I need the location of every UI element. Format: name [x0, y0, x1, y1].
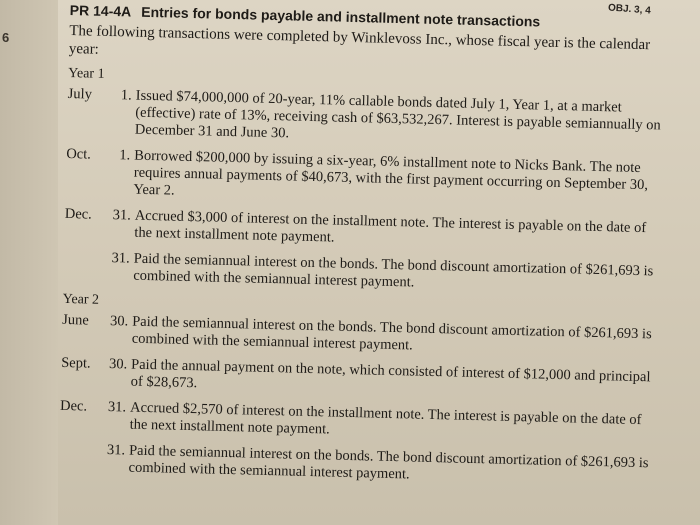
entry-text: Paid the semiannual interest on the bonds. The bond discount amortization of $261,693 is combined with the semiannual interest payment. [133, 250, 654, 291]
year-1-label: Year 1 [68, 65, 105, 82]
entry-date: Oct. [66, 145, 92, 163]
transaction-entry [61, 355, 662, 404]
entry-date: Dec. [59, 397, 88, 415]
left-margin [0, 0, 58, 525]
entry-text: Accrued $2,570 of interest on the installment note. The interest is payable on the date of the next installment note payment. [129, 399, 642, 438]
entry-date [63, 249, 104, 284]
entry-number: 31. [106, 442, 126, 459]
transaction-entry [63, 249, 664, 298]
problem-content [58, 2, 670, 499]
entry-number: 31. [107, 399, 127, 416]
entry-text: Paid the annual payment on the note, which consisted of interest of $12,000 and principal of $28,673. [130, 356, 651, 392]
problem-title: Entries for bonds payable and installment note transactions [141, 3, 541, 30]
problem-intro: The following transactions were completed by Winklevoss Inc., whose fiscal year is the calendar year: [68, 22, 651, 58]
entry-date: July [67, 85, 93, 103]
problem-code: PR 14-4A [69, 2, 132, 20]
entry-number: 31. [112, 207, 131, 224]
transaction-entry [58, 441, 659, 490]
transaction-entry [65, 146, 666, 212]
entry-text: Paid the semiannual interest on the bonds. The bond discount amortization of $261,693 is combined with the semiannual interest payment. [131, 313, 652, 354]
entry-text: Borrowed $200,000 by issuing a six-year, 6% installment note to Nicks Bank. The note requires annual payments of $40,673, with the first payment occurring on September 30, Year 2. [133, 147, 649, 199]
entry-number: 30. [108, 356, 128, 373]
transaction-entry [59, 398, 660, 447]
entry-number: 1. [120, 87, 132, 104]
entry-date: June [62, 311, 90, 329]
objective-label: OBJ. 3, 4 [607, 2, 652, 17]
entry-date: Dec. [64, 205, 92, 223]
entry-number: 31. [111, 250, 130, 267]
year-2-label: Year 2 [62, 291, 100, 308]
transaction-entry [67, 86, 668, 152]
entry-date: Sept. [60, 354, 91, 372]
entry-text: Accrued $3,000 of interest on the installment note. The interest is payable on the date of the next installment note payment. [134, 207, 647, 246]
entry-date [58, 441, 99, 476]
transaction-entry [64, 206, 665, 255]
entry-number: 30. [109, 313, 129, 330]
entry-text: Issued $74,000,000 of 20-year, 11% callable bonds dated July 1, Year 1, at a market (effective) rate of 13%, receiving cash of $63,532,267. Interest is payable semiannually on December 31 and June 30. [134, 87, 661, 142]
entry-text: Paid the semiannual interest on the bonds. The bond discount amortization of $261,693 is combined with the semiannual interest payment. [128, 442, 649, 483]
page-number: 6 [2, 30, 10, 45]
entry-number: 1. [119, 147, 131, 164]
